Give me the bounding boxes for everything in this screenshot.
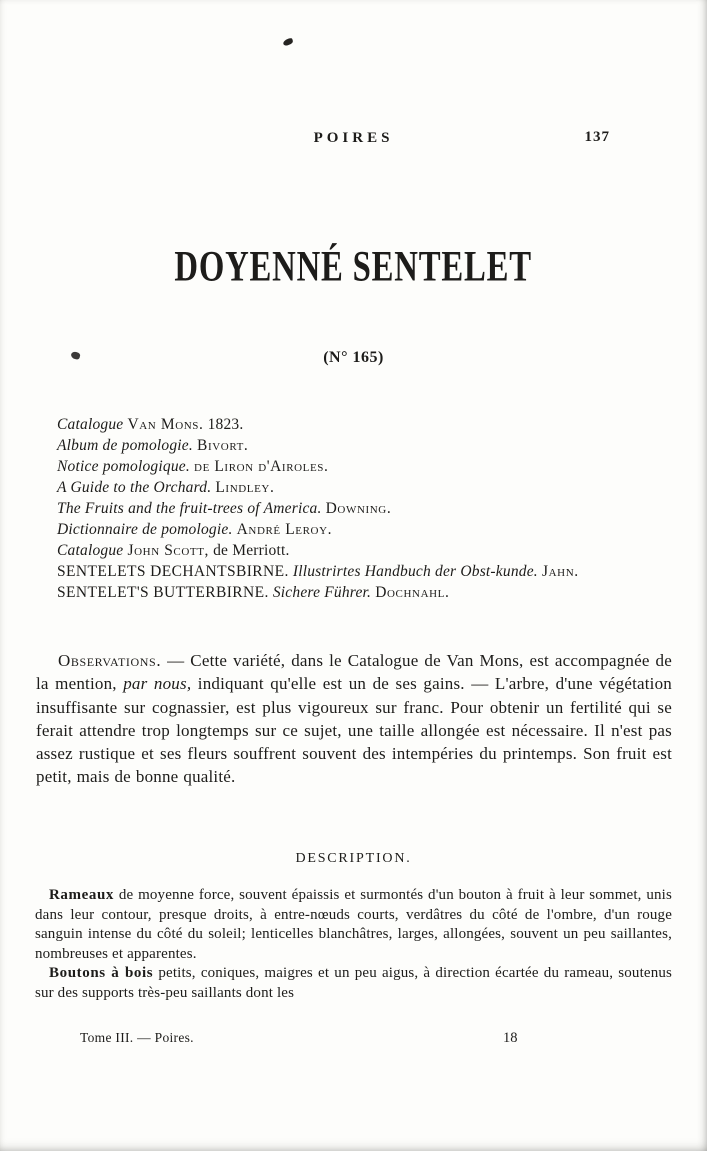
observations-text-2: indiquant qu'elle est un de ses gains. — L'arbre, d'une végétation insuffisante sur cognassier, est plus vigoureux sur franc. Pour obtenir un fertilité qui se ferait attendre trop longtemps sur ce sujet, une taille allongée est nécessaire. Il n'est pas assez rustique et ses fleurs souffrent souvent des intempéries du printemps. Son fruit est petit, mais de bonne qualité. [36,674,672,787]
bib-author: Van Mons. [127,416,204,433]
bib-title: Notice pomologique. [57,458,190,475]
description-heading: DESCRIPTION. [295,851,412,866]
paragraph-lead: Rameaux [49,887,115,903]
bibliography-entry [36,519,655,540]
footer-signature: 18 [503,1030,518,1046]
running-title: POIRES [313,130,394,146]
bib-author: Jahn. [541,563,579,580]
paragraph-lead: Boutons à bois [49,965,154,982]
chapter-title [0,243,707,291]
bib-author: Lindley. [215,479,275,496]
footer-volume: Tome III. — Poires. [80,1030,194,1045]
bib-title: The Fruits and the fruit-trees of America. [57,500,322,517]
bib-title: A Guide to the Orchard. [57,479,212,496]
description-body [35,886,672,1004]
observations-text-1: — Cette variété, dans le Catalogue de Van Mons, est accompagnée de la mention, [36,651,672,694]
bibliography [36,414,655,603]
paragraph-text: petits, coniques, maigres et un peu aigus, à direction écartée du rameau, soutenus sur des supports très-peu saillants dont les [35,965,672,1001]
observations-paragraph [36,649,672,789]
bib-rest: 1823. [207,416,244,433]
bib-author: Dochnahl. [375,584,450,601]
bib-author: Bivort. [197,437,249,454]
bib-title: Dictionnaire de pomologie. [57,521,233,538]
observations-lead: Observations. [58,651,162,670]
bibliography-entry [36,498,655,519]
bib-title: Catalogue [57,542,124,559]
paragraph-text: de moyenne force, souvent épaissis et surmontés d'un bouton à fruit à leur sommet, unis dans leur contour, presque droits, à entre-nœuds courts, verdâtres du côté de l'ombre, d'un rouge sanguin intense du côté du soleil; lenticelles blanchâtres, larges, allongées, souvent un peu saillantes, nombreuses et apparentes. [35,887,672,962]
ink-speck [282,38,293,47]
bib-author: de Liron d'Airoles. [194,458,329,475]
bibliography-entry [36,582,655,603]
bibliography-entry [36,456,655,477]
bib-author: Downing. [325,500,392,517]
chapter-title-text: DOYENNÉ SENTELET [174,243,533,291]
bib-rest: de Merriott. [213,542,290,559]
bib-title: Album de pomologie. [57,437,193,454]
bibliography-entry [36,561,655,582]
variety-number: (N° 165) [323,349,384,366]
bib-lead: SENTELETS DECHANTSBIRNE. [57,563,289,580]
page-footer [0,1030,707,1052]
bib-title: Sichere Führer. [272,584,372,601]
bib-lead: SENTELET'S BUTTERBIRNE. [57,584,269,601]
page-number: 137 [584,129,610,145]
page-header [0,129,707,147]
bibliography-entry [36,414,655,435]
description-paragraph-boutons [35,964,672,1003]
bib-title: Illustrirtes Handbuch der Obst-kunde. [292,563,538,580]
description-paragraph-rameaux [35,886,672,964]
bib-author: André Leroy. [236,521,333,538]
bibliography-entry [36,435,655,456]
observations-emphasis: par nous, [123,674,192,694]
bib-author: John Scott, [127,542,210,559]
bibliography-entry [36,540,655,561]
bibliography-entry [36,477,655,498]
bib-title: Catalogue [57,416,124,433]
